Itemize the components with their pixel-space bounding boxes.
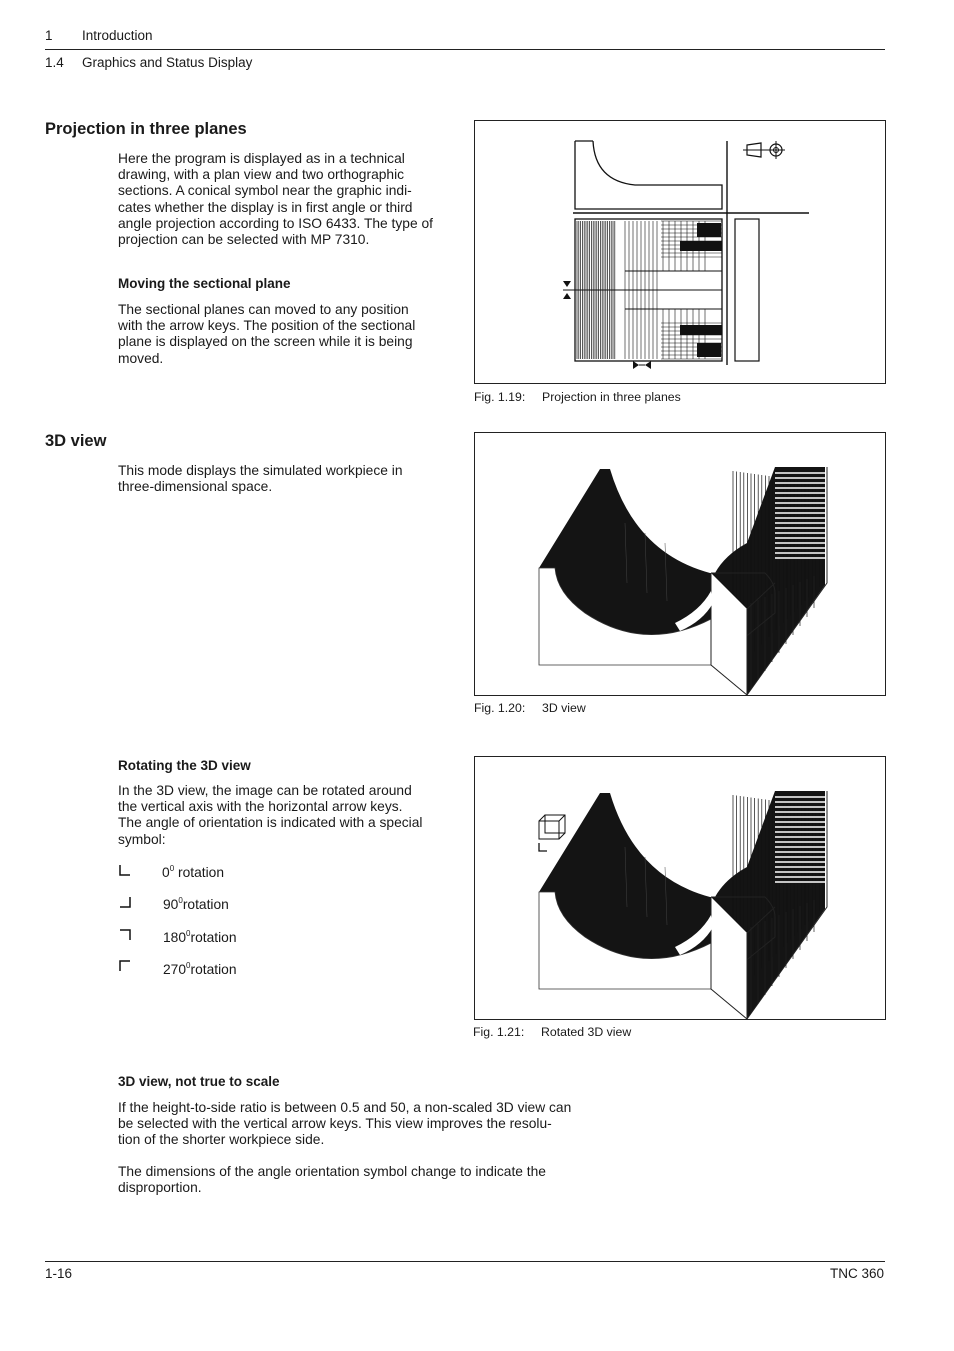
text-line: three-dimensional space. (118, 479, 273, 495)
rotation-180-icon (118, 928, 132, 942)
paragraph-not-to-scale-1 (118, 1100, 571, 1149)
rotation-text: rotation (182, 897, 229, 912)
paragraph-projection (118, 151, 433, 248)
orientation-symbol-icon (539, 815, 565, 851)
rotation-180-label (163, 929, 237, 945)
workpiece-3d-rotated (475, 757, 885, 1019)
text-line: In the 3D view, the image can be rotated around (118, 783, 412, 798)
subheading-rotating: Rotating the 3D view (118, 758, 251, 773)
figure-caption: 3D view (542, 701, 586, 715)
header-chapter (45, 28, 153, 43)
subheading-not-to-scale: 3D view, not true to scale (118, 1074, 280, 1089)
paragraph-not-to-scale-2 (118, 1164, 546, 1196)
section-title: Graphics and Status Display (82, 55, 253, 70)
rotation-angle: 90 (163, 897, 179, 912)
footer-rule (45, 1261, 885, 1262)
figure-number: Fig. 1.21: (473, 1025, 525, 1039)
text-line: sections. A conical symbol near the graphic indi- (118, 183, 412, 199)
rotation-270-label (163, 961, 237, 977)
text-line: If the height-to-side ratio is between 0.5 and 50, a non-scaled 3D view can (118, 1100, 572, 1115)
heading-projection: Projection in three planes (45, 120, 247, 138)
text-line: be selected with the vertical arrow keys. This view improves the resolu- (118, 1116, 552, 1132)
rotation-270-icon (118, 959, 132, 973)
figure-3d-view (474, 432, 886, 696)
header-rule (45, 49, 885, 50)
text-line: angle projection according to ISO 6433. The type of (118, 215, 433, 231)
figure-projection (474, 120, 886, 384)
figure-number: Fig. 1.19: (474, 390, 526, 404)
text-line: The sectional planes can moved to any position (118, 302, 409, 317)
figure-number: Fig. 1.20: (474, 701, 526, 715)
footer-product: TNC 360 (829, 1266, 884, 1281)
text-line: with the arrow keys. The position of the sectional (118, 318, 416, 334)
text-line: This mode displays the simulated workpiece in (118, 463, 403, 478)
text-line: Here the program is displayed as in a technical (118, 151, 405, 166)
degree-mark: 0 (186, 961, 191, 970)
caption-fig-1-20 (474, 701, 586, 715)
footer-page-number: 1-16 (45, 1266, 73, 1281)
degree-mark: 0 (178, 896, 183, 905)
text-line: cates whether the display is in first angle or third (118, 199, 413, 215)
text-line: drawing, with a plan view and two orthographic (118, 167, 405, 183)
rotation-0-label (162, 864, 224, 880)
rotation-text: rotation (190, 962, 237, 977)
paragraph-3d-view (118, 463, 403, 495)
figure-caption: Rotated 3D view (541, 1025, 632, 1039)
heading-3d-view: 3D view (45, 432, 107, 450)
paragraph-sectional-plane (118, 302, 415, 367)
caption-fig-1-19 (474, 390, 681, 404)
rotation-0-icon (118, 864, 132, 878)
rotation-angle: 180 (163, 930, 187, 945)
text-line: projection can be selected with MP 7310. (118, 232, 370, 248)
rotation-90-label (163, 896, 229, 912)
text-line: The angle of orientation is indicated with a special (118, 815, 423, 831)
section-number: 1.4 (45, 55, 64, 70)
caption-fig-1-21 (473, 1025, 631, 1039)
figure-caption: Projection in three planes (542, 390, 681, 404)
degree-mark: 0 (186, 929, 191, 938)
rotation-angle: 0 (162, 865, 170, 880)
text-line: moved. (118, 350, 164, 366)
text-line: disproportion. (118, 1180, 202, 1196)
rotation-text: rotation (177, 865, 225, 880)
subheading-sectional-plane: Moving the sectional plane (118, 276, 291, 291)
text-line: symbol: (118, 831, 166, 847)
workpiece-3d (475, 433, 885, 695)
text-line: tion of the shorter workpiece side. (118, 1132, 325, 1148)
paragraph-rotating (118, 783, 422, 848)
text-line: the vertical axis with the horizontal arrow keys. (118, 799, 403, 815)
text-line: The dimensions of the angle orientation symbol change to indicate the (118, 1164, 546, 1179)
rotation-90-icon (118, 896, 132, 910)
chapter-number: 1 (45, 28, 53, 43)
header-section (45, 55, 253, 70)
projection-drawing (475, 121, 885, 383)
degree-mark: 0 (169, 864, 175, 873)
rotation-angle: 270 (163, 962, 187, 977)
chapter-title: Introduction (82, 28, 153, 43)
rotation-text: rotation (190, 930, 237, 945)
figure-rotated-3d-view (474, 756, 886, 1020)
text-line: plane is displayed on the screen while it is being (118, 334, 413, 350)
